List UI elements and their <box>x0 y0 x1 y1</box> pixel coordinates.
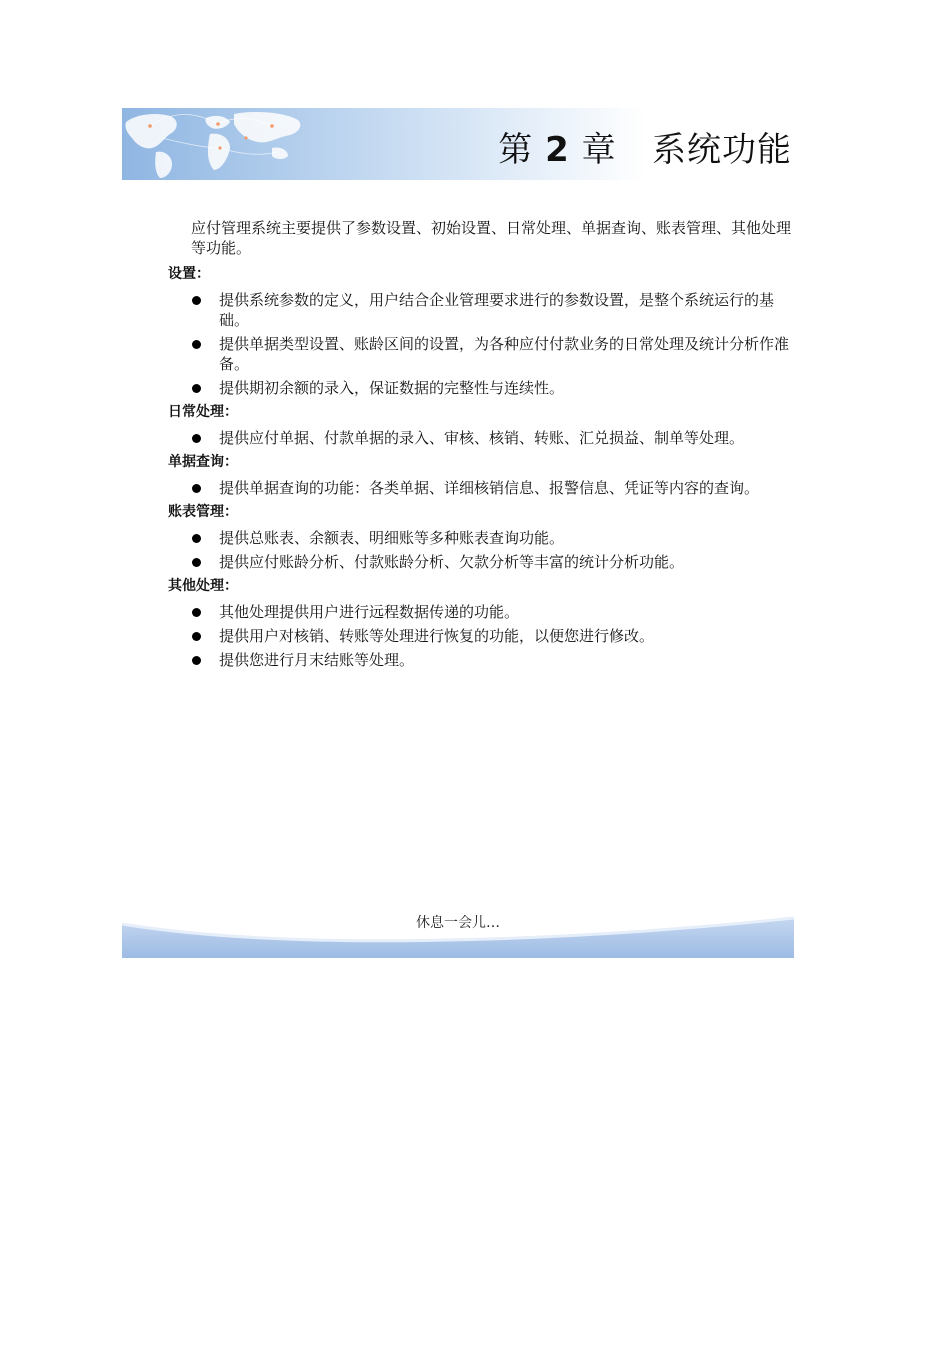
chapter-header-banner <box>122 108 794 180</box>
chapter-content <box>168 218 794 674</box>
section-heading-other-processing: 其他处理： <box>168 578 238 594</box>
section-heading-daily-processing: 日常处理： <box>168 404 238 420</box>
daily-processing-list <box>168 428 794 448</box>
list-item-text: 其他处理提供用户进行远程数据传递的功能。 <box>219 603 520 621</box>
report-management-list <box>168 528 794 572</box>
list-item-text: 提供您进行月末结账等处理。 <box>219 651 415 669</box>
list-item-text: 提供单据类型设置、账龄区间的设置，为各种应付付款业务的日常处理及统计分析作准备。 <box>219 335 790 373</box>
bullet-icon <box>192 632 201 641</box>
chapter-name: 系统功能 <box>652 130 792 170</box>
list-item <box>168 478 794 498</box>
section-heading-document-query: 单据查询： <box>168 454 238 470</box>
list-item <box>168 552 794 572</box>
list-item <box>168 378 794 398</box>
bullet-icon <box>192 656 201 665</box>
list-item-text: 提供期初余额的录入，保证数据的完整性与连续性。 <box>219 379 565 397</box>
chapter-suffix: 章 <box>581 130 617 170</box>
list-item <box>168 626 794 646</box>
list-item-text: 提供用户对核销、转账等处理进行恢复的功能，以便您进行修改。 <box>219 627 655 645</box>
section-heading-settings: 设置： <box>168 266 210 282</box>
chapter-title <box>498 122 792 171</box>
list-item-text: 提供系统参数的定义，用户结合企业管理要求进行的参数设置，是整个系统运行的基础。 <box>219 291 775 329</box>
section-heading-report-management: 账表管理： <box>168 504 238 520</box>
bullet-icon <box>192 608 201 617</box>
world-map-icon <box>122 108 422 180</box>
bullet-icon <box>192 296 201 305</box>
settings-list <box>168 290 794 398</box>
list-item-text: 提供总账表、余额表、明细账等多种账表查询功能。 <box>219 529 565 547</box>
list-item-text: 提供应付单据、付款单据的录入、审核、核销、转账、汇兑损益、制单等处理。 <box>219 429 745 447</box>
footer-banner <box>122 910 794 958</box>
chapter-prefix: 第 <box>498 130 534 170</box>
chapter-number: 2 <box>545 130 570 170</box>
bullet-icon <box>192 434 201 443</box>
list-item <box>168 602 794 622</box>
bullet-icon <box>192 558 201 567</box>
intro-paragraph: 应付管理系统主要提供了参数设置、初始设置、日常处理、单据查询、账表管理、其他处理等功能。 <box>191 219 792 257</box>
bullet-icon <box>192 340 201 349</box>
list-item-text: 提供应付账龄分析、付款账龄分析、欠款分析等丰富的统计分析功能。 <box>219 553 685 571</box>
document-query-list <box>168 478 794 498</box>
list-item <box>168 290 794 330</box>
list-item <box>168 334 794 374</box>
list-item <box>168 428 794 448</box>
bullet-icon <box>192 484 201 493</box>
list-item-text: 提供单据查询的功能：各类单据、详细核销信息、报警信息、凭证等内容的查询。 <box>219 479 760 497</box>
bullet-icon <box>192 384 201 393</box>
footer-text: 休息一会儿… <box>416 915 500 931</box>
other-processing-list <box>168 602 794 670</box>
list-item <box>168 650 794 670</box>
bullet-icon <box>192 534 201 543</box>
list-item <box>168 528 794 548</box>
